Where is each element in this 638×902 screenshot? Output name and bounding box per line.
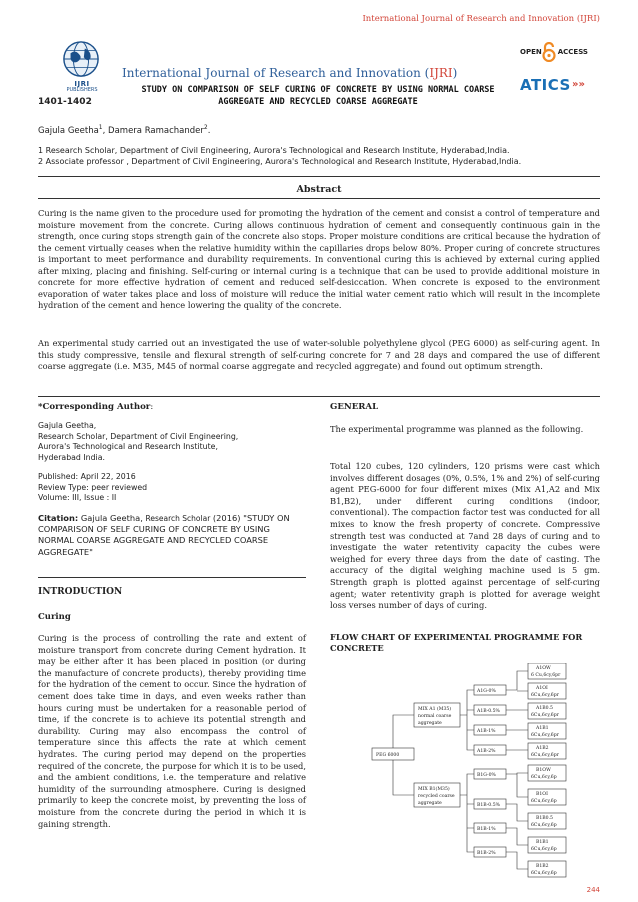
flow-a-leaf-5a: A1B2	[536, 746, 549, 751]
affiliation-2: 2 Associate professor , Department of Civil Engineering, Aurora's Technological and Research Institute, Hyderabad,India.	[38, 157, 522, 166]
flow-mixA-1: MIX A1 (M35)	[418, 707, 452, 712]
flow-a-leaf-4b: 6Cu,6cy,6pr	[531, 733, 559, 738]
general-paragraph-1: The experimental programme was planned as the following.	[330, 424, 584, 434]
abstract-paragraph-2: An experimental study carried out an investigated the use of water-soluble polyethylene glycol (PEG 6000) as self-curing agent. In this study compressive, tensile and flexural strength of self-curing concrete for 7 and 28 days and compared the use of different coarse aggregate (i.e. M35, M45 of normal coarse aggregate and recycled aggregate) and found out optimum strength.	[38, 338, 600, 371]
flow-b-level-4: B1B-2%	[477, 851, 496, 856]
author-line: Gajula Geetha$^1$, Damera Ramachander$^2$.	[38, 124, 211, 136]
flow-a-level-2: A1B-0.5%	[477, 709, 500, 714]
corr-name: Gajula Geetha,	[38, 421, 97, 430]
corresponding-author-block	[38, 402, 306, 558]
flow-a-level-1: A1G-0%	[477, 689, 496, 694]
open-access-badge: OPEN ACCESS	[520, 48, 588, 56]
flow-root: PEG 6000	[376, 753, 400, 758]
divider-abstract-end	[38, 396, 600, 397]
intro-heading: INTRODUCTION	[38, 587, 123, 597]
flow-b-level-3: B1B-1%	[477, 827, 496, 832]
logo-ijri-text: IJRI	[74, 80, 90, 88]
published-date: Published: April 22, 2016	[38, 472, 136, 481]
flow-a-leaf-2b: 6Cu,6cy,6pr	[531, 693, 559, 698]
atics-logo: ATICS	[520, 76, 571, 94]
divider-left-column	[38, 577, 306, 578]
flow-a-level-3: A1B-1%	[477, 729, 496, 734]
flow-mixA-2: normal coarse	[418, 714, 452, 719]
flow-b-leaf-3a: B1B0.5	[536, 816, 553, 821]
corresponding-label: *Corresponding Author:	[38, 402, 154, 412]
flow-b-leaf-4a: B1B1	[536, 840, 549, 845]
divider-top	[38, 176, 600, 177]
flow-a-leaf-1a: A1OW	[536, 666, 551, 671]
abstract-paragraph-1: Curing is the name given to the procedure used for promoting the hydration of the cement and consist a control of temperature and moisture movement from the concrete. Curing allows continuous hydration of cement and consequently continuous gain in the strength, once curing stops strength gain of the concrete also stops. Proper moisture conditions are critical because the hydration of the cement virtually ceases when the relative humidity within the capillaries drops below 80%. Proper curing of concrete structures is important to meet performance and durability requirements. In conventional curing this is achieved by external curing applied after mixing, placing and finishing. Self-curing or internal curing is a technique that can be used to provide additional moisture in concrete for more effective hydration of cement and reduced self-desiccation. When concrete is exposed to the environment evaporation of water takes place and loss of moisture will reduce the initial water cement ratio which will result in the incomplete hydration of the cement and hence lowering the quality of the concrete.	[38, 208, 600, 310]
affiliations	[38, 145, 603, 167]
corr-line-2: Aurora's Technological and Research Institute,	[38, 442, 218, 451]
flow-b-leaf-1b: 6Cu,6cy,6p	[531, 775, 557, 780]
flow-mixB-2: recycled coarse	[418, 794, 455, 799]
journal-title: International Journal of Research and Innovation (IJRI)	[122, 66, 458, 80]
general-heading: GENERAL	[330, 402, 379, 412]
citation: Citation: Gajula Geetha, Research Scholar (2016) "STUDY ON COMPARISON OF SELF CURING OF CONCRETE BY USING NORMAL COARSE AGGREGATE AND RECYCLED COARSE AGGREGATE"	[38, 512, 290, 557]
general-paragraph-2: Total 120 cubes, 120 cylinders, 120 prisms were cast which involves different dosages (0%, 0.5%, 1% and 2%) of self-curing agent PEG-6000 for four different mixes (Mix A1,A2 and Mix B1,B2), under different curing conditions (indoor, conventional). The compaction factor test was conducted for all mixes to know the fresh property of concrete. Compressive strength test was conducted at 7and 28 days of curing and to investigate the water retentivity capacity the cubes were weighed for every three days from the date of casting. The accuracy of the digital weighing machine used is 5 gm. Strength graph is plotted against percentage of self-curing agent; water retentivity graph is plotted for average weight loss verses number of days of curing.	[330, 461, 600, 611]
flow-a-leaf-4a: A1B1	[536, 726, 549, 731]
corr-line-1: Research Scholar, Department of Civil Engineering,	[38, 431, 239, 441]
flow-a-level-4: A1B-2%	[477, 749, 496, 754]
abstract-heading: Abstract	[296, 184, 342, 195]
affiliation-1: 1 Research Scholar, Department of Civil Engineering, Aurora's Technological and Research Institute, Hyderabad,India.	[38, 146, 510, 155]
flow-mixA-3: aggregate	[418, 721, 442, 726]
flow-b-leaf-5b: 6Cu,6cy,6p	[531, 871, 557, 876]
running-header: International Journal of Research and Innovation (IJRI)	[362, 14, 600, 24]
flow-a-leaf-2a: A1OI	[536, 686, 548, 691]
flowchart-diagram	[370, 663, 605, 888]
flow-a-leaf-3a: A1B0.5	[536, 706, 553, 711]
flow-mixB-3: aggregate	[418, 801, 442, 806]
flow-b-leaf-2a: B1OI	[536, 792, 548, 797]
volume-issue: Volume: III, Issue : II	[38, 493, 117, 502]
page-number: 244	[586, 886, 600, 894]
flow-mixB-1: MIX B1(M35)	[418, 787, 450, 792]
flow-a-leaf-3b: 6Cu,6cy,6pr	[531, 713, 559, 718]
issn: 1401-1402	[38, 97, 92, 107]
flow-b-leaf-5a: B1B2	[536, 864, 549, 869]
flow-b-leaf-4b: 6Cu,6cy,6p	[531, 847, 557, 852]
intro-paragraph: Curing is the process of controlling the rate and extent of moisture transport from concrete during Cement hydration. It may be either after it has been placed in position (or during the manufacture of concrete products), thereby providing time for the hydration of the cement to occur. Since the hydration of cement does take time in days, and even weeks rather than hours curing must be undertaken for a reasonable period of time, if the concrete is to achieve its potential strength and durability. Curing may also encompass the control of temperature since this affects the rate at which cement hydrates. The curing period may depend on the properties required of the concrete, the purpose for which it is to be used, and the ambient conditions, i.e. the temperature and relative humidity of the surrounding atmosphere. Curing is designed primarily to keep the concrete moist, by preventing the loss of moisture from the concrete during the period in which it is gaining strength.	[38, 633, 306, 829]
flowchart-heading: FLOW CHART OF EXPERIMENTAL PROGRAMME FOR CONCRETE	[330, 632, 583, 653]
open-access-lock-icon	[541, 42, 557, 62]
flow-a-leaf-1b: 6 Cu,6cy,6pr	[531, 673, 561, 678]
flow-b-level-2: B1B-0.5%	[477, 803, 500, 808]
flow-b-level-1: B1G-0%	[477, 773, 496, 778]
atics-arrows-icon: »»	[572, 79, 585, 90]
logo-publishers-text: PUBLISHERS	[66, 87, 98, 93]
ijri-globe-logo-icon	[62, 40, 100, 78]
curing-subheading: Curing	[38, 612, 71, 622]
paper-title: STUDY ON COMPARISON OF SELF CURING OF CONCRETE BY USING NORMAL COARSE AGGREGATE AND RECYCLED COARSE AGGREGATE	[141, 85, 495, 107]
flow-a-leaf-5b: 6Cu,6cy,6pr	[531, 753, 559, 758]
flow-b-leaf-1a: B1OW	[536, 768, 551, 773]
flow-b-leaf-2b: 6Cu,6cy,6p	[531, 799, 557, 804]
review-type: Review Type: peer reviewed	[38, 482, 148, 492]
corr-line-3: Hyderabad India.	[38, 452, 105, 462]
flow-b-leaf-3b: 6Cu,6cy,6p	[531, 823, 557, 828]
divider-abstract	[38, 198, 600, 199]
